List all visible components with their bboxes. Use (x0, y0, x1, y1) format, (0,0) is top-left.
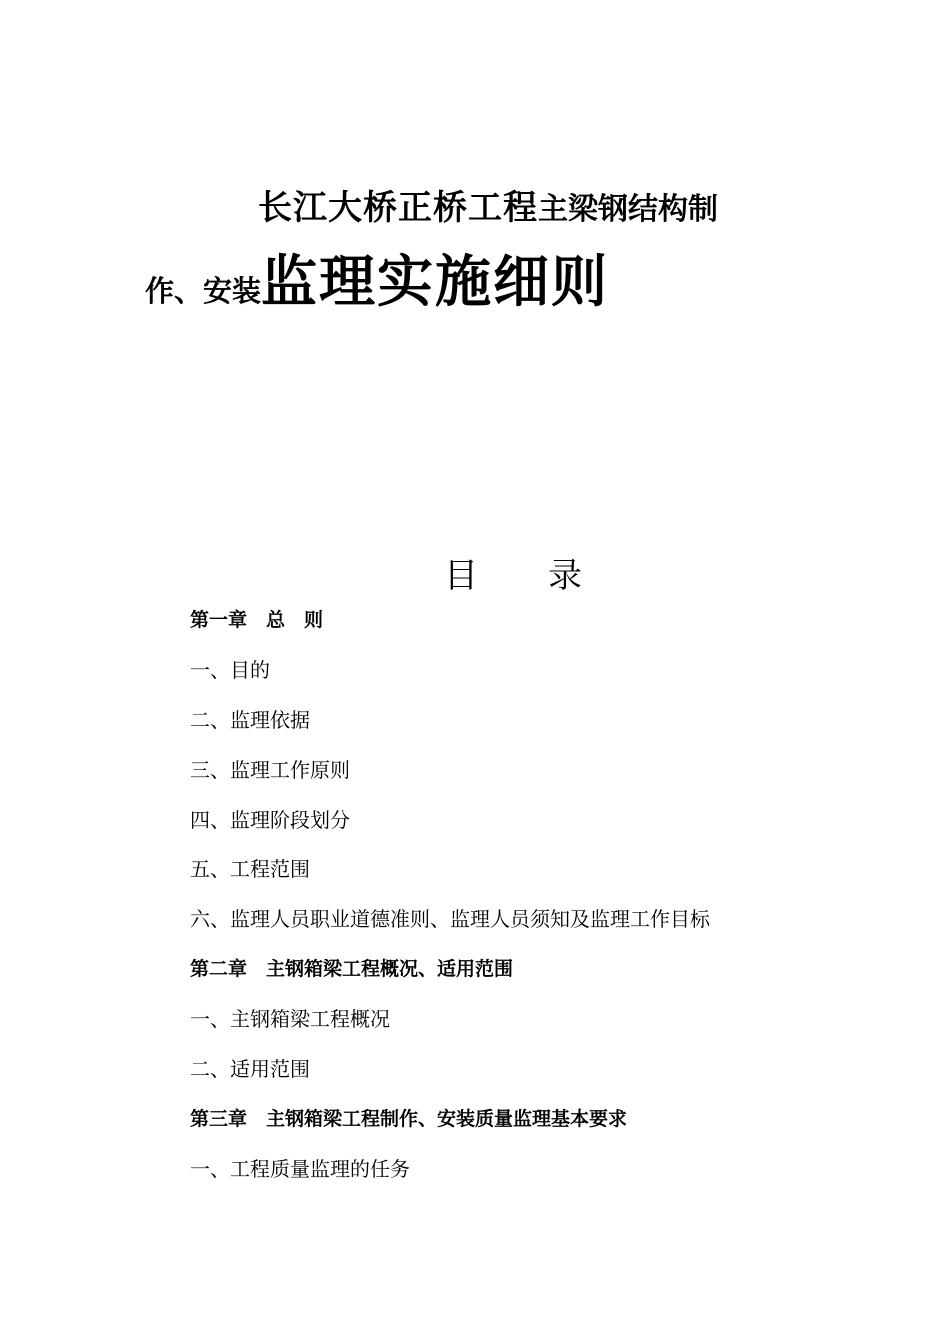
toc-chapter-entry[interactable]: 第二章 主钢箱梁工程概况、适用范围 (190, 958, 514, 981)
toc-heading-char-2: 录 (548, 556, 582, 596)
title-part-scope: 作、安装 (145, 274, 262, 308)
toc-section-entry[interactable]: 一、目的 (190, 657, 270, 682)
toc-section-entry[interactable]: 一、主钢箱梁工程概况 (190, 1007, 390, 1032)
toc-section-entry[interactable]: 二、适用范围 (190, 1057, 310, 1082)
document-title-line-1 (258, 180, 718, 229)
toc-section-entry[interactable]: 一、工程质量监理的任务 (190, 1156, 410, 1181)
toc-section-entry[interactable]: 五、工程范围 (190, 857, 310, 882)
toc-section-entry[interactable]: 二、监理依据 (190, 707, 310, 732)
toc-heading-char-1: 目 (444, 556, 478, 596)
title-part-project: 长江大桥正桥工程 (258, 188, 538, 228)
toc-section-entry[interactable]: 四、监理阶段划分 (190, 807, 350, 832)
title-part-subject: 主梁钢结构制 (538, 192, 718, 227)
toc-section-entry[interactable]: 六、监理人员职业道德准则、监理人员须知及监理工作目标 (190, 907, 710, 932)
table-of-contents (190, 603, 710, 1202)
toc-section-entry[interactable]: 三、监理工作原则 (190, 757, 350, 782)
table-of-contents-heading (444, 548, 582, 597)
title-part-document-type: 监理实施细则 (261, 250, 610, 315)
toc-chapter-entry[interactable]: 第三章 主钢箱梁工程制作、安装质量监理基本要求 (190, 1107, 628, 1130)
document-title-line-2 (145, 238, 609, 318)
toc-chapter-entry[interactable]: 第一章 总 则 (190, 609, 324, 631)
